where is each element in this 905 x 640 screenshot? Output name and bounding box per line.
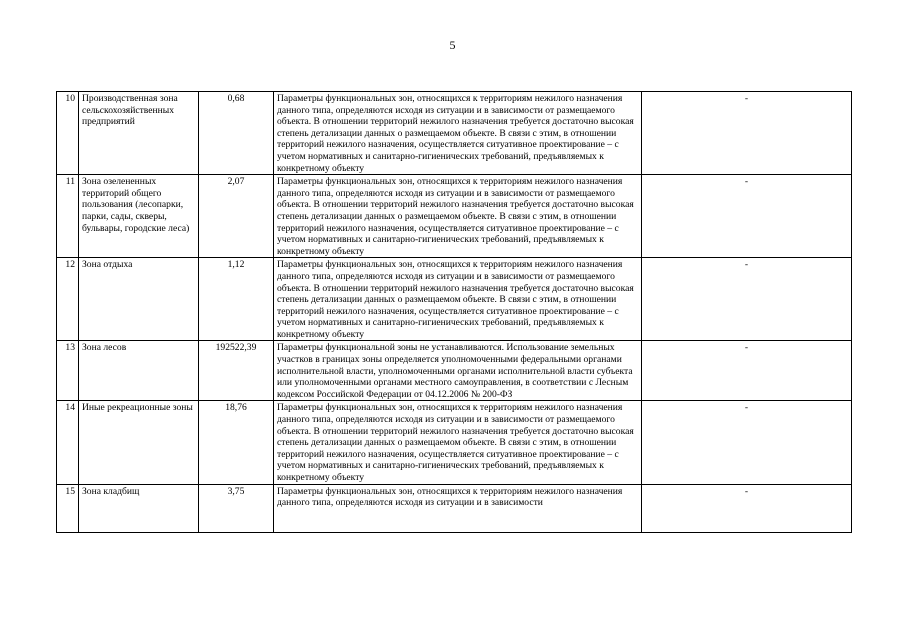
- table-row: [57, 401, 852, 484]
- zone-parameters: Параметры функциональных зон, относящихся к территориям нежилого назначения данного типа, определяются исходя из ситуации и в зависимости от размещаемого объекта. В отношении территорий нежилого назначения требуется достаточно высокая степень детализации данных о размещаемом объекте. В связи с этим, в отношении территорий нежилого назначения, осуществляется ситуативное проектирование – с учетом нормативных и санитарно-гигиенических требований, предъявляемых к конкретному объекту: [274, 258, 642, 341]
- row-number: 13: [57, 341, 79, 401]
- zone-note: -: [642, 341, 852, 401]
- row-number: 11: [57, 175, 79, 258]
- zone-name: Производственная зона сельскохозяйственных предприятий: [79, 92, 199, 175]
- row-number: 14: [57, 401, 79, 484]
- zone-note: -: [642, 92, 852, 175]
- page-number: 5: [449, 38, 456, 52]
- zone-area: 3,75: [199, 484, 274, 532]
- zone-area: 1,12: [199, 258, 274, 341]
- zone-name: Иные рекреационные зоны: [79, 401, 199, 484]
- row-number: 12: [57, 258, 79, 341]
- zone-note: -: [642, 175, 852, 258]
- zone-note: -: [642, 484, 852, 532]
- table-row: [57, 92, 852, 175]
- zone-name: Зона лесов: [79, 341, 199, 401]
- zone-note: -: [642, 258, 852, 341]
- zones-table: [56, 91, 852, 533]
- zone-note: -: [642, 401, 852, 484]
- table-row: [57, 258, 852, 341]
- zone-area: 2,07: [199, 175, 274, 258]
- zone-parameters: Параметры функциональной зоны не устанавливаются. Использование земельных участков в границах зоны определяется уполномоченными федеральными органами исполнительной власти, уполномоченными органами исполнительной власти субъекта или уполномоченными органами местного самоуправления, в соответствии с Лесным кодексом Российской Федерации от 04.12.2006 № 200-ФЗ: [274, 341, 642, 401]
- row-number: 10: [57, 92, 79, 175]
- zone-parameters: Параметры функциональных зон, относящихся к территориям нежилого назначения данного типа, определяются исходя из ситуации и в зависимости от размещаемого объекта. В отношении территорий нежилого назначения требуется достаточно высокая степень детализации данных о размещаемом объекте. В связи с этим, в отношении территорий нежилого назначения, осуществляется ситуативное проектирование – с учетом нормативных и санитарно-гигиенических требований, предъявляемых к конкретному объекту: [274, 175, 642, 258]
- table-row: [57, 341, 852, 401]
- table-row: [57, 484, 852, 532]
- zone-parameters: Параметры функциональных зон, относящихся к территориям нежилого назначения данного типа, определяются исходя из ситуации и в зависимости от размещаемого объекта. В отношении территорий нежилого назначения требуется достаточно высокая степень детализации данных о размещаемом объекте. В связи с этим, в отношении территорий нежилого назначения, осуществляется ситуативное проектирование – с учетом нормативных и санитарно-гигиенических требований, предъявляемых к конкретному объекту: [274, 401, 642, 484]
- row-number: 15: [57, 484, 79, 532]
- zone-name: Зона озелененных территорий общего пользования (лесопарки, парки, сады, скверы, бульвары, городские леса): [79, 175, 199, 258]
- zone-area: 192522,39: [199, 341, 274, 401]
- zone-parameters: Параметры функциональных зон, относящихся к территориям нежилого назначения данного типа, определяются исходя из ситуации и в зависимости: [274, 484, 642, 532]
- zone-area: 0,68: [199, 92, 274, 175]
- table-row: [57, 175, 852, 258]
- zone-name: Зона отдыха: [79, 258, 199, 341]
- zone-area: 18,76: [199, 401, 274, 484]
- zone-name: Зона кладбищ: [79, 484, 199, 532]
- zone-parameters: Параметры функциональных зон, относящихся к территориям нежилого назначения данного типа, определяются исходя из ситуации и в зависимости от размещаемого объекта. В отношении территорий нежилого назначения требуется достаточно высокая степень детализации данных о размещаемом объекте. В связи с этим, в отношении территорий нежилого назначения, осуществляется ситуативное проектирование – с учетом нормативных и санитарно-гигиенических требований, предъявляемых к конкретному объекту: [274, 92, 642, 175]
